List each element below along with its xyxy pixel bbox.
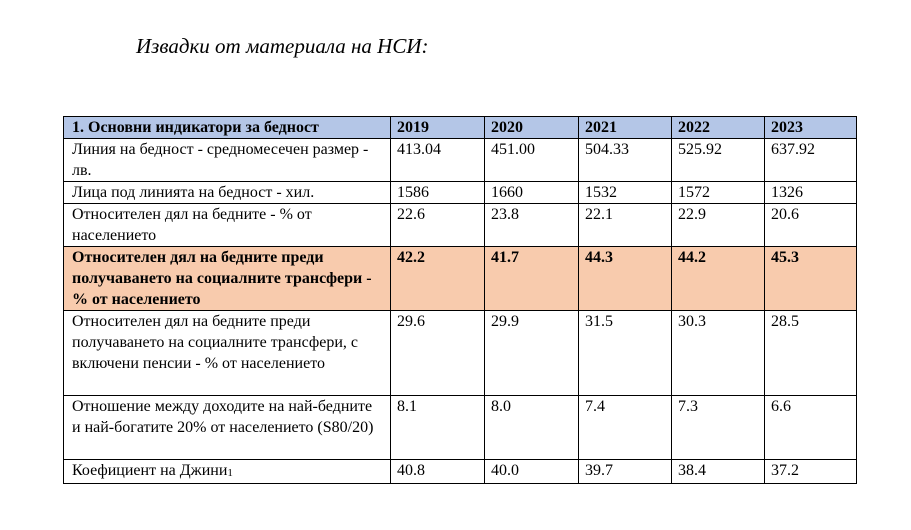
value-cell: 451.00 (485, 139, 579, 182)
value-cell: 28.5 (765, 311, 857, 396)
value-cell: 40.8 (391, 460, 485, 484)
value-cell: 1586 (391, 182, 485, 204)
value-cell: 1532 (579, 182, 672, 204)
table-row (64, 460, 857, 484)
value-cell: 30.3 (672, 311, 765, 396)
table-header-row (64, 117, 857, 139)
table-row (64, 182, 857, 204)
footnote-marker[interactable]: 1 (227, 467, 233, 479)
value-cell: 38.4 (672, 460, 765, 484)
value-cell: 41.7 (485, 247, 579, 311)
table-row-highlighted (64, 247, 857, 311)
table-row (64, 204, 857, 247)
value-cell: 8.0 (485, 396, 579, 460)
row-label-cell: Отношение между доходите на най-бедните и най-богатите 20% от населението (S80/20) (64, 396, 391, 460)
value-cell: 44.3 (579, 247, 672, 311)
value-cell: 45.3 (765, 247, 857, 311)
table-row (64, 396, 857, 460)
value-cell: 1326 (765, 182, 857, 204)
value-cell: 637.92 (765, 139, 857, 182)
value-cell: 42.2 (391, 247, 485, 311)
row-label-cell: Линия на бедност - средномесечен размер - лв. (64, 139, 391, 182)
value-cell: 40.0 (485, 460, 579, 484)
table-row (64, 139, 857, 182)
value-cell: 31.5 (579, 311, 672, 396)
header-year-cell: 2020 (485, 117, 579, 139)
row-label-cell: Относителен дял на бедните преди получаването на социалните трансфери - % от населението (64, 247, 391, 311)
value-cell: 1660 (485, 182, 579, 204)
row-label-cell: Относителен дял на бедните - % от населението (64, 204, 391, 247)
row-label-cell: Лица под линията на бедност - хил. (64, 182, 391, 204)
value-cell: 22.9 (672, 204, 765, 247)
value-cell: 6.6 (765, 396, 857, 460)
header-year-cell: 2019 (391, 117, 485, 139)
row-label-cell: Относителен дял на бедните преди получаването на социалните трансфери, с включени пенсии - % от населението (64, 311, 391, 396)
value-cell: 413.04 (391, 139, 485, 182)
header-label-cell: 1. Основни индикатори за бедност (64, 117, 391, 139)
table-row (64, 311, 857, 396)
document-title: Извадки от материала на НСИ: (136, 34, 429, 58)
value-cell: 7.3 (672, 396, 765, 460)
value-cell: 20.6 (765, 204, 857, 247)
value-cell: 22.6 (391, 204, 485, 247)
value-cell: 37.2 (765, 460, 857, 484)
value-cell: 7.4 (579, 396, 672, 460)
value-cell: 1572 (672, 182, 765, 204)
value-cell: 29.6 (391, 311, 485, 396)
value-cell: 22.1 (579, 204, 672, 247)
value-cell: 44.2 (672, 247, 765, 311)
row-label-text: Коефициент на Джини (72, 462, 228, 479)
header-year-cell: 2022 (672, 117, 765, 139)
value-cell: 8.1 (391, 396, 485, 460)
value-cell: 39.7 (579, 460, 672, 484)
header-year-cell: 2021 (579, 117, 672, 139)
poverty-indicators-table (63, 116, 857, 484)
value-cell: 504.33 (579, 139, 672, 182)
value-cell: 29.9 (485, 311, 579, 396)
value-cell: 23.8 (485, 204, 579, 247)
value-cell: 525.92 (672, 139, 765, 182)
row-label-cell (64, 460, 391, 484)
header-year-cell: 2023 (765, 117, 857, 139)
